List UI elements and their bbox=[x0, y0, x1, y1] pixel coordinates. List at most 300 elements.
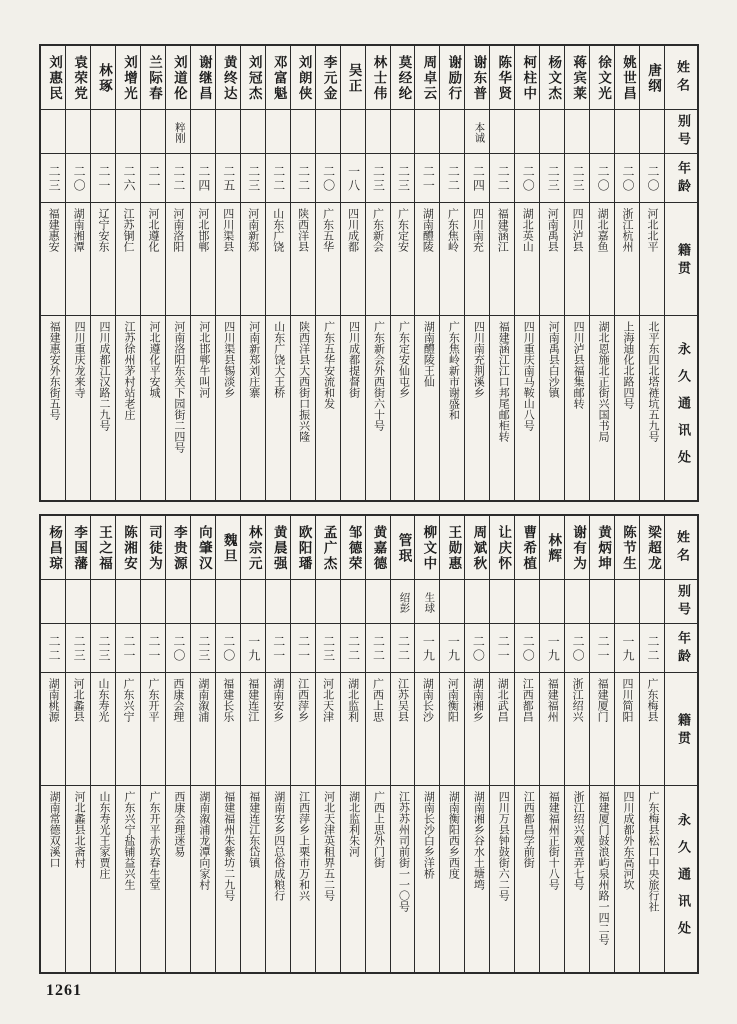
name-cell: 林宗元 bbox=[241, 516, 265, 580]
origin-cell: 湖南溆浦 bbox=[191, 673, 215, 786]
alias-cell bbox=[316, 110, 340, 154]
origin-cell: 福建惠安 bbox=[41, 203, 65, 316]
name-cell: 刘惠民 bbox=[41, 46, 65, 110]
age-cell: 二四 bbox=[191, 154, 215, 203]
name-cell: 刘冠杰 bbox=[241, 46, 265, 110]
header-cell-address: 永久通讯处 bbox=[676, 813, 691, 948]
origin-cell: 山东寿光 bbox=[91, 673, 115, 786]
person-column bbox=[215, 46, 240, 500]
alias-cell bbox=[640, 110, 664, 154]
age-cell: 二二 bbox=[166, 154, 190, 203]
age-cell: 二〇 bbox=[66, 154, 90, 203]
alias-cell bbox=[490, 580, 514, 624]
address-cell: 江西都昌学前街 bbox=[522, 791, 535, 868]
name-cell: 唐纲 bbox=[640, 46, 664, 110]
origin-cell: 四川渠县 bbox=[216, 203, 240, 316]
address-cell: 湖北恩施北正街兴国书局 bbox=[597, 321, 610, 442]
name-cell: 李国藩 bbox=[66, 516, 90, 580]
origin-cell: 湖北监利 bbox=[341, 673, 365, 786]
address-cell: 四川重庆南马鞍山八号 bbox=[522, 321, 535, 431]
name-cell: 黄终达 bbox=[216, 46, 240, 110]
person-column bbox=[639, 516, 664, 972]
person-column bbox=[165, 46, 190, 500]
origin-cell: 福建厦门 bbox=[590, 673, 614, 786]
age-cell: 二三 bbox=[41, 154, 65, 203]
alias-cell bbox=[141, 110, 165, 154]
address-cell: 河北天津英租界五二号 bbox=[322, 791, 335, 901]
origin-cell: 河南禹县 bbox=[540, 203, 564, 316]
directory-table-bottom bbox=[39, 514, 699, 974]
header-cell-age: 年龄 bbox=[665, 624, 697, 673]
address-cell: 湖南醴陵王仙 bbox=[422, 321, 435, 387]
address-cell: 江西萍乡上栗市万和兴 bbox=[297, 791, 310, 901]
origin-cell: 山东广饶 bbox=[266, 203, 290, 316]
address-cell: 湖南长沙白乡洋桥 bbox=[422, 791, 435, 879]
person-column bbox=[340, 516, 365, 972]
age-cell: 二三 bbox=[241, 154, 265, 203]
alias-cell bbox=[266, 580, 290, 624]
alias-cell bbox=[440, 580, 464, 624]
name-cell: 谢有为 bbox=[565, 516, 589, 580]
name-cell: 姚世昌 bbox=[615, 46, 639, 110]
origin-cell: 河北天津 bbox=[316, 673, 340, 786]
origin-cell: 福建连江 bbox=[241, 673, 265, 786]
origin-cell: 广东开平 bbox=[141, 673, 165, 786]
name-cell: 黄炳坤 bbox=[590, 516, 614, 580]
header-cell-name: 姓名 bbox=[665, 516, 697, 580]
person-column bbox=[65, 46, 90, 500]
person-column bbox=[190, 46, 215, 500]
person-column bbox=[514, 516, 539, 972]
person-column bbox=[265, 46, 290, 500]
origin-cell: 广西上思 bbox=[366, 673, 390, 786]
alias-cell bbox=[216, 580, 240, 624]
age-cell: 二一 bbox=[490, 624, 514, 673]
alias-cell bbox=[91, 580, 115, 624]
name-cell: 杨文杰 bbox=[540, 46, 564, 110]
address-cell: 广东开平赤坎春生堂 bbox=[147, 791, 160, 890]
age-cell: 二一 bbox=[590, 624, 614, 673]
alias-cell bbox=[66, 110, 90, 154]
origin-cell: 陕西洋县 bbox=[291, 203, 315, 316]
alias-cell bbox=[116, 580, 140, 624]
person-column bbox=[215, 516, 240, 972]
origin-cell: 河南新郑 bbox=[241, 203, 265, 316]
person-column bbox=[489, 46, 514, 500]
origin-cell: 福建长乐 bbox=[216, 673, 240, 786]
name-cell: 莫经纶 bbox=[391, 46, 415, 110]
person-column bbox=[614, 516, 639, 972]
origin-cell: 江苏铜仁 bbox=[116, 203, 140, 316]
age-cell: 二一 bbox=[266, 624, 290, 673]
origin-cell: 四川简阳 bbox=[615, 673, 639, 786]
name-cell: 孟广杰 bbox=[316, 516, 340, 580]
person-column bbox=[290, 516, 315, 972]
address-cell: 四川南充荆溪乡 bbox=[472, 321, 485, 398]
name-cell: 向肇汉 bbox=[191, 516, 215, 580]
name-cell: 李贵源 bbox=[166, 516, 190, 580]
age-cell: 二〇 bbox=[515, 154, 539, 203]
age-cell: 一九 bbox=[415, 624, 439, 673]
person-column bbox=[240, 516, 265, 972]
origin-cell: 四川成都 bbox=[341, 203, 365, 316]
origin-cell: 西康会理 bbox=[166, 673, 190, 786]
name-cell: 梁超龙 bbox=[640, 516, 664, 580]
name-cell: 谢励行 bbox=[440, 46, 464, 110]
name-cell: 谢继昌 bbox=[191, 46, 215, 110]
address-cell: 福建厦门鼓浪屿泉州路一四二号 bbox=[597, 791, 610, 945]
alias-cell bbox=[116, 110, 140, 154]
name-cell: 周斌秋 bbox=[465, 516, 489, 580]
name-cell: 王勋惠 bbox=[440, 516, 464, 580]
alias-cell bbox=[615, 580, 639, 624]
alias-cell bbox=[565, 580, 589, 624]
name-cell: 谢东普 bbox=[465, 46, 489, 110]
origin-cell: 广东新会 bbox=[366, 203, 390, 316]
alias-cell bbox=[141, 580, 165, 624]
age-cell: 二一 bbox=[415, 154, 439, 203]
origin-cell: 江西都昌 bbox=[515, 673, 539, 786]
age-cell: 二五 bbox=[216, 154, 240, 203]
alias-cell bbox=[316, 580, 340, 624]
name-cell: 陈湘安 bbox=[116, 516, 140, 580]
origin-cell: 广东梅县 bbox=[640, 673, 664, 786]
header-column bbox=[664, 516, 697, 972]
age-cell: 二一 bbox=[291, 624, 315, 673]
age-cell: 二二 bbox=[291, 154, 315, 203]
person-column bbox=[589, 46, 614, 500]
person-column bbox=[190, 516, 215, 972]
alias-cell bbox=[341, 110, 365, 154]
address-cell: 四川成都提督街 bbox=[347, 321, 360, 398]
origin-cell: 湖南安乡 bbox=[266, 673, 290, 786]
origin-cell: 湖北武昌 bbox=[490, 673, 514, 786]
person-column bbox=[439, 46, 464, 500]
alias-cell bbox=[366, 110, 390, 154]
address-cell: 河南新郑刘庄寨 bbox=[247, 321, 260, 398]
name-cell: 吴正 bbox=[341, 46, 365, 110]
alias-cell bbox=[490, 110, 514, 154]
name-cell: 刘朗侠 bbox=[291, 46, 315, 110]
age-cell: 二一 bbox=[141, 624, 165, 673]
alias-cell bbox=[241, 110, 265, 154]
age-cell: 二二 bbox=[41, 624, 65, 673]
alias-cell bbox=[66, 580, 90, 624]
origin-cell: 湖南长沙 bbox=[415, 673, 439, 786]
address-cell: 福建福州朱紫坊二九号 bbox=[222, 791, 235, 901]
header-cell-alias: 别号 bbox=[665, 580, 697, 624]
name-cell: 邹德荣 bbox=[341, 516, 365, 580]
person-column bbox=[140, 46, 165, 500]
header-cell-address: 永久通讯处 bbox=[676, 342, 691, 477]
name-cell: 周卓云 bbox=[415, 46, 439, 110]
age-cell: 二二 bbox=[341, 624, 365, 673]
alias-cell bbox=[241, 580, 265, 624]
address-cell: 四川重庆龙来寺 bbox=[73, 321, 86, 398]
name-cell: 陈节生 bbox=[615, 516, 639, 580]
origin-cell: 辽宁安东 bbox=[91, 203, 115, 316]
header-cell-origin: 籍贯 bbox=[665, 203, 697, 316]
alias-cell bbox=[440, 110, 464, 154]
header-cell-name: 姓名 bbox=[665, 46, 697, 110]
age-cell: 二二 bbox=[640, 624, 664, 673]
person-column bbox=[365, 516, 390, 972]
address-cell: 湖南安乡四总俗成粮行 bbox=[272, 791, 285, 901]
address-cell: 湖南湘乡谷水土塘塆 bbox=[472, 791, 485, 890]
age-cell: 一九 bbox=[540, 624, 564, 673]
alias-cell bbox=[191, 580, 215, 624]
header-cell-age: 年龄 bbox=[665, 154, 697, 203]
age-cell: 二一 bbox=[116, 624, 140, 673]
alias-cell bbox=[615, 110, 639, 154]
name-cell: 袁荣党 bbox=[66, 46, 90, 110]
person-column bbox=[115, 46, 140, 500]
alias-cell bbox=[590, 110, 614, 154]
alias-cell: 绍彭 bbox=[391, 580, 415, 624]
address-cell: 江苏苏州司前街一一〇号 bbox=[397, 791, 410, 912]
name-cell: 柯柱中 bbox=[515, 46, 539, 110]
person-column bbox=[414, 516, 439, 972]
alias-cell bbox=[191, 110, 215, 154]
age-cell: 一八 bbox=[341, 154, 365, 203]
alias-cell bbox=[640, 580, 664, 624]
page-number: 1261 bbox=[46, 982, 82, 999]
age-cell: 二四 bbox=[465, 154, 489, 203]
alias-cell bbox=[415, 110, 439, 154]
name-cell: 刘增光 bbox=[116, 46, 140, 110]
address-cell: 广东兴宁盐铺益兴生 bbox=[122, 791, 135, 890]
age-cell: 二二 bbox=[490, 154, 514, 203]
alias-cell bbox=[590, 580, 614, 624]
name-cell: 王之福 bbox=[91, 516, 115, 580]
age-cell: 二六 bbox=[116, 154, 140, 203]
alias-cell: 生球 bbox=[415, 580, 439, 624]
address-cell: 河南洛阳东关下园街二四号 bbox=[172, 321, 185, 453]
alias-cell bbox=[91, 110, 115, 154]
address-cell: 山东寿光王家贾庄 bbox=[98, 791, 111, 879]
address-cell: 广西上思外门街 bbox=[372, 791, 385, 868]
origin-cell: 河北北平 bbox=[640, 203, 664, 316]
age-cell: 二〇 bbox=[590, 154, 614, 203]
address-cell: 江苏徐州茅村站老庄 bbox=[122, 321, 135, 420]
address-cell: 上海迪化北路四号 bbox=[622, 321, 635, 409]
age-cell: 二二 bbox=[391, 624, 415, 673]
age-cell: 二一 bbox=[141, 154, 165, 203]
origin-cell: 河北遵化 bbox=[141, 203, 165, 316]
age-cell: 二三 bbox=[391, 154, 415, 203]
age-cell: 二〇 bbox=[216, 624, 240, 673]
directory-table-top bbox=[39, 44, 699, 502]
name-cell: 柳文中 bbox=[415, 516, 439, 580]
alias-cell bbox=[41, 580, 65, 624]
age-cell: 二二 bbox=[266, 154, 290, 203]
header-cell-origin: 籍贯 bbox=[665, 673, 697, 786]
person-column bbox=[489, 516, 514, 972]
person-column bbox=[390, 516, 415, 972]
alias-cell bbox=[540, 110, 564, 154]
person-column bbox=[90, 516, 115, 972]
name-cell: 杨昌琼 bbox=[41, 516, 65, 580]
name-cell: 司徒为 bbox=[141, 516, 165, 580]
alias-cell bbox=[465, 580, 489, 624]
address-cell: 湖南常德双溪口 bbox=[48, 791, 61, 868]
origin-cell: 河南衡阳 bbox=[440, 673, 464, 786]
alias-cell bbox=[266, 110, 290, 154]
alias-cell bbox=[515, 110, 539, 154]
alias-cell bbox=[41, 110, 65, 154]
alias-cell bbox=[341, 580, 365, 624]
person-column bbox=[639, 46, 664, 500]
header-column bbox=[664, 46, 697, 500]
origin-cell: 广东五华 bbox=[316, 203, 340, 316]
origin-cell: 江苏吴县 bbox=[391, 673, 415, 786]
name-cell: 管珉 bbox=[391, 516, 415, 580]
age-cell: 一九 bbox=[440, 624, 464, 673]
name-cell: 欧阳璠 bbox=[291, 516, 315, 580]
address-cell: 湖北监利朱河 bbox=[347, 791, 360, 857]
address-cell: 陕西洋县大西街口振兴隆 bbox=[297, 321, 310, 442]
origin-cell: 湖北嘉鱼 bbox=[590, 203, 614, 316]
address-cell: 广东梅县松口中央旅行社 bbox=[647, 791, 659, 912]
name-cell: 曹希植 bbox=[515, 516, 539, 580]
person-column bbox=[41, 516, 65, 972]
age-cell: 二〇 bbox=[465, 624, 489, 673]
person-column bbox=[439, 516, 464, 972]
age-cell: 二三 bbox=[91, 624, 115, 673]
alias-cell bbox=[291, 110, 315, 154]
address-cell: 四川成都外东高河坎 bbox=[622, 791, 635, 890]
name-cell: 陈华贤 bbox=[490, 46, 514, 110]
name-cell: 魏旦 bbox=[216, 516, 240, 580]
address-cell: 河北遵化平安城 bbox=[147, 321, 160, 398]
age-cell: 二〇 bbox=[615, 154, 639, 203]
age-cell: 二三 bbox=[316, 624, 340, 673]
origin-cell: 河北邯郸 bbox=[191, 203, 215, 316]
header-cell-alias: 别号 bbox=[665, 110, 697, 154]
person-column bbox=[140, 516, 165, 972]
person-column bbox=[564, 46, 589, 500]
alias-cell bbox=[515, 580, 539, 624]
person-column bbox=[390, 46, 415, 500]
person-column bbox=[589, 516, 614, 972]
origin-cell: 广东定安 bbox=[391, 203, 415, 316]
alias-cell bbox=[366, 580, 390, 624]
address-cell: 福建连江东岱镇 bbox=[247, 791, 260, 868]
age-cell: 一九 bbox=[615, 624, 639, 673]
origin-cell: 浙江绍兴 bbox=[565, 673, 589, 786]
name-cell: 徐文光 bbox=[590, 46, 614, 110]
alias-cell bbox=[166, 580, 190, 624]
address-cell: 广东新会外西街六十号 bbox=[372, 321, 385, 431]
origin-cell: 湖南湘乡 bbox=[465, 673, 489, 786]
alias-cell bbox=[291, 580, 315, 624]
address-cell: 广东焦岭新市谢盛和 bbox=[447, 321, 460, 420]
alias-cell bbox=[391, 110, 415, 154]
person-column bbox=[41, 46, 65, 500]
name-cell: 兰际春 bbox=[141, 46, 165, 110]
address-cell: 福建福州正街十八号 bbox=[547, 791, 560, 890]
person-column bbox=[165, 516, 190, 972]
person-column bbox=[65, 516, 90, 972]
person-column bbox=[265, 516, 290, 972]
address-cell: 广东定安仙屯乡 bbox=[397, 321, 410, 398]
origin-cell: 湖北英山 bbox=[515, 203, 539, 316]
person-column bbox=[340, 46, 365, 500]
age-cell: 二〇 bbox=[640, 154, 664, 203]
address-cell: 河南禹县白沙镇 bbox=[547, 321, 560, 398]
alias-cell: 本诚 bbox=[465, 110, 489, 154]
address-cell: 四川渠县锡淡乡 bbox=[222, 321, 235, 398]
person-column bbox=[240, 46, 265, 500]
name-cell: 李元金 bbox=[316, 46, 340, 110]
origin-cell: 湖南桃源 bbox=[41, 673, 65, 786]
person-column bbox=[414, 46, 439, 500]
origin-cell: 浙江杭州 bbox=[615, 203, 639, 316]
age-cell: 二三 bbox=[540, 154, 564, 203]
address-cell: 浙江绍兴观音弄七号 bbox=[572, 791, 585, 890]
name-cell: 让庆怀 bbox=[490, 516, 514, 580]
address-cell: 福建惠安外东街五号 bbox=[48, 321, 61, 420]
person-column bbox=[539, 46, 564, 500]
address-cell: 四川成都江汉路二九号 bbox=[98, 321, 111, 431]
origin-cell: 广东兴宁 bbox=[116, 673, 140, 786]
person-column bbox=[514, 46, 539, 500]
address-cell: 福建涵江江口邦尾邮柜转 bbox=[497, 321, 510, 442]
person-column bbox=[539, 516, 564, 972]
person-column bbox=[614, 46, 639, 500]
address-cell: 北平东四北塔裢坑五九号 bbox=[647, 321, 659, 442]
age-cell: 一九 bbox=[241, 624, 265, 673]
origin-cell: 四川南充 bbox=[465, 203, 489, 316]
person-column bbox=[115, 516, 140, 972]
address-cell: 四川泸县福集邮转 bbox=[572, 321, 585, 409]
name-cell: 林琢 bbox=[91, 46, 115, 110]
person-column bbox=[464, 516, 489, 972]
address-cell: 西康会理迷易 bbox=[172, 791, 185, 857]
age-cell: 二一 bbox=[91, 154, 115, 203]
person-column bbox=[315, 46, 340, 500]
origin-cell: 四川泸县 bbox=[565, 203, 589, 316]
origin-cell: 广东焦岭 bbox=[440, 203, 464, 316]
age-cell: 二三 bbox=[366, 154, 390, 203]
address-cell: 湖南衡阳西乡西度 bbox=[447, 791, 460, 879]
age-cell: 二三 bbox=[565, 154, 589, 203]
person-column bbox=[90, 46, 115, 500]
address-cell: 四川万县钟鼓街六二号 bbox=[497, 791, 510, 901]
name-cell: 黄嘉德 bbox=[366, 516, 390, 580]
age-cell: 二〇 bbox=[316, 154, 340, 203]
age-cell: 二〇 bbox=[515, 624, 539, 673]
origin-cell: 湖南湘潭 bbox=[66, 203, 90, 316]
alias-cell bbox=[216, 110, 240, 154]
alias-cell: 粹刚 bbox=[166, 110, 190, 154]
age-cell: 二三 bbox=[191, 624, 215, 673]
age-cell: 二二 bbox=[366, 624, 390, 673]
origin-cell: 湖南醴陵 bbox=[415, 203, 439, 316]
address-cell: 河北邯郸牛叫河 bbox=[197, 321, 210, 398]
address-cell: 湖南溆浦龙潭向家村 bbox=[197, 791, 210, 890]
age-cell: 二二 bbox=[440, 154, 464, 203]
person-column bbox=[564, 516, 589, 972]
origin-cell: 河南洛阳 bbox=[166, 203, 190, 316]
person-column bbox=[365, 46, 390, 500]
origin-cell: 河北蠡县 bbox=[66, 673, 90, 786]
alias-cell bbox=[565, 110, 589, 154]
age-cell: 二〇 bbox=[565, 624, 589, 673]
address-cell: 山东广饶大王桥 bbox=[272, 321, 285, 398]
origin-cell: 福建福州 bbox=[540, 673, 564, 786]
name-cell: 蒋宾莱 bbox=[565, 46, 589, 110]
